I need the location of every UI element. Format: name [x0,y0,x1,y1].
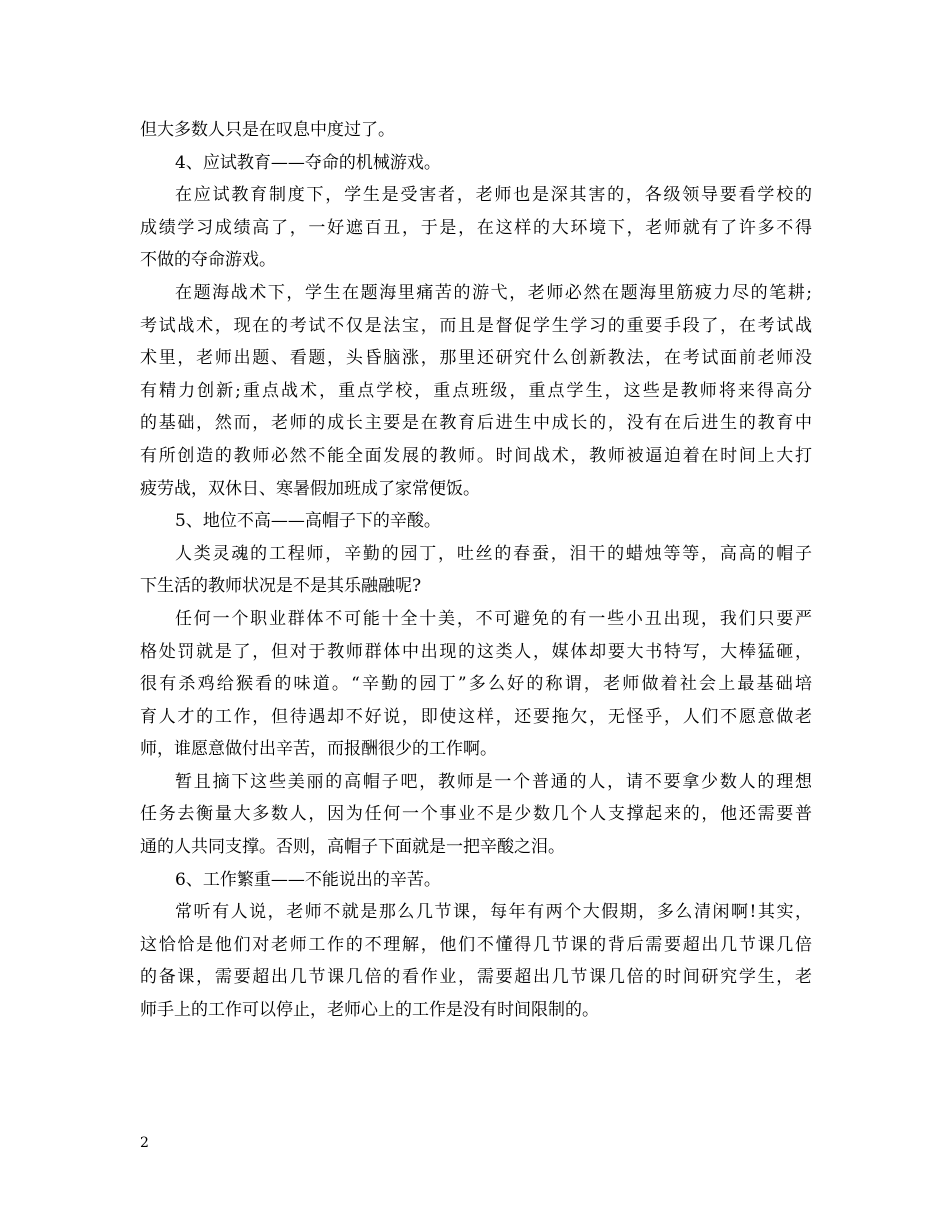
page-number: 2 [140,1135,149,1151]
paragraph-first-line: 4、应试教育——夺命的机械游戏。 [175,152,441,173]
paragraph-first-line: 常听有人说，老师不就是那么几节课，每年有两个大假期，多么清闲啊!其实， [175,902,812,923]
paragraph-first-line: 暂且摘下这些美丽的高帽子吧，教师是一个普通的人，请不要拿少数人的理想 [175,771,812,792]
paragraph-line: 格处罚就是了，但对于教师群体中出现的这类人，媒体却要大书特写，大棒猛砸， [140,641,812,662]
paragraph-line: 通的人共同支撑。否则，高帽子下面就是一把辛酸之泪。 [140,837,565,858]
body-text [140,114,812,1027]
paragraph-line: 下生活的教师状况是不是其乐融融呢? [140,576,422,597]
paragraph-line: 任务去衡量大多数人，因为任何一个事业不是少数几个人支撑起来的，他还需要普 [140,804,812,825]
paragraph-line: 考试战术，现在的考试不仅是法宝，而且是督促学生学习的重要手段了，在考试战 [140,315,812,336]
paragraph-first-line: 任何一个职业群体不可能十全十美，不可避免的有一些小丑出现，我们只要严 [175,608,812,629]
paragraph-line: 育人才的工作，但待遇却不好说，即使这样，还要拖欠，无怪乎，人们不愿意做老 [140,706,812,727]
paragraph-line: 有所创造的教师必然不能全面发展的教师。时间战术，教师被逼迫着在时间上大打 [140,445,812,466]
paragraph-line: 这恰恰是他们对老师工作的不理解，他们不懂得几节课的背后需要超出几节课几倍 [140,934,812,955]
paragraph-line: 疲劳战，双休日、寒暑假加班成了家常便饭。 [140,478,480,499]
paragraph-line: 术里，老师出题、看题，头昏脑涨，那里还研究什么创新教法，在考试面前老师没 [140,348,812,369]
paragraph-first-line: 人类灵魂的工程师，辛勤的园丁，吐丝的春蚕，泪干的蜡烛等等，高高的帽子 [175,543,812,564]
paragraph-line: 很有杀鸡给猴看的味道。“辛勤的园丁”多么好的称谓，老师做着社会上最基础培 [140,674,812,695]
paragraph-line: 师，谁愿意做付出辛苦，而报酬很少的工作啊。 [140,739,497,760]
paragraph-first-line: 在题海战术下，学生在题海里痛苦的游弋，老师必然在题海里筋疲力尽的笔耕; [175,282,812,303]
paragraph-line: 师手上的工作可以停止，老师心上的工作是没有时间限制的。 [140,1000,599,1021]
paragraph-line: 成绩学习成绩高了，一好遮百丑，于是，在这样的大环境下，老师就有了许多不得 [140,217,812,238]
paragraph-first-line: 5、地位不高——高帽子下的辛酸。 [175,511,441,532]
paragraph-line: 有精力创新;重点战术，重点学校，重点班级，重点学生，这些是教师将来得高分 [140,380,812,401]
paragraph-line: 但大多数人只是在叹息中度过了。 [140,120,395,140]
paragraph-first-line: 在应试教育制度下，学生是受害者，老师也是深其害的，各级领导要看学校的 [175,185,812,206]
paragraph-line: 的基础，然而，老师的成长主要是在教育后进生中成长的，没有在后进生的教育中 [140,413,812,434]
paragraph-line: 的备课，需要超出几节课几倍的看作业，需要超出几节课几倍的时间研究学生，老 [140,967,812,988]
paragraph-first-line: 6、工作繁重——不能说出的辛苦。 [175,869,441,890]
paragraph-line: 不做的夺命游戏。 [140,250,276,271]
